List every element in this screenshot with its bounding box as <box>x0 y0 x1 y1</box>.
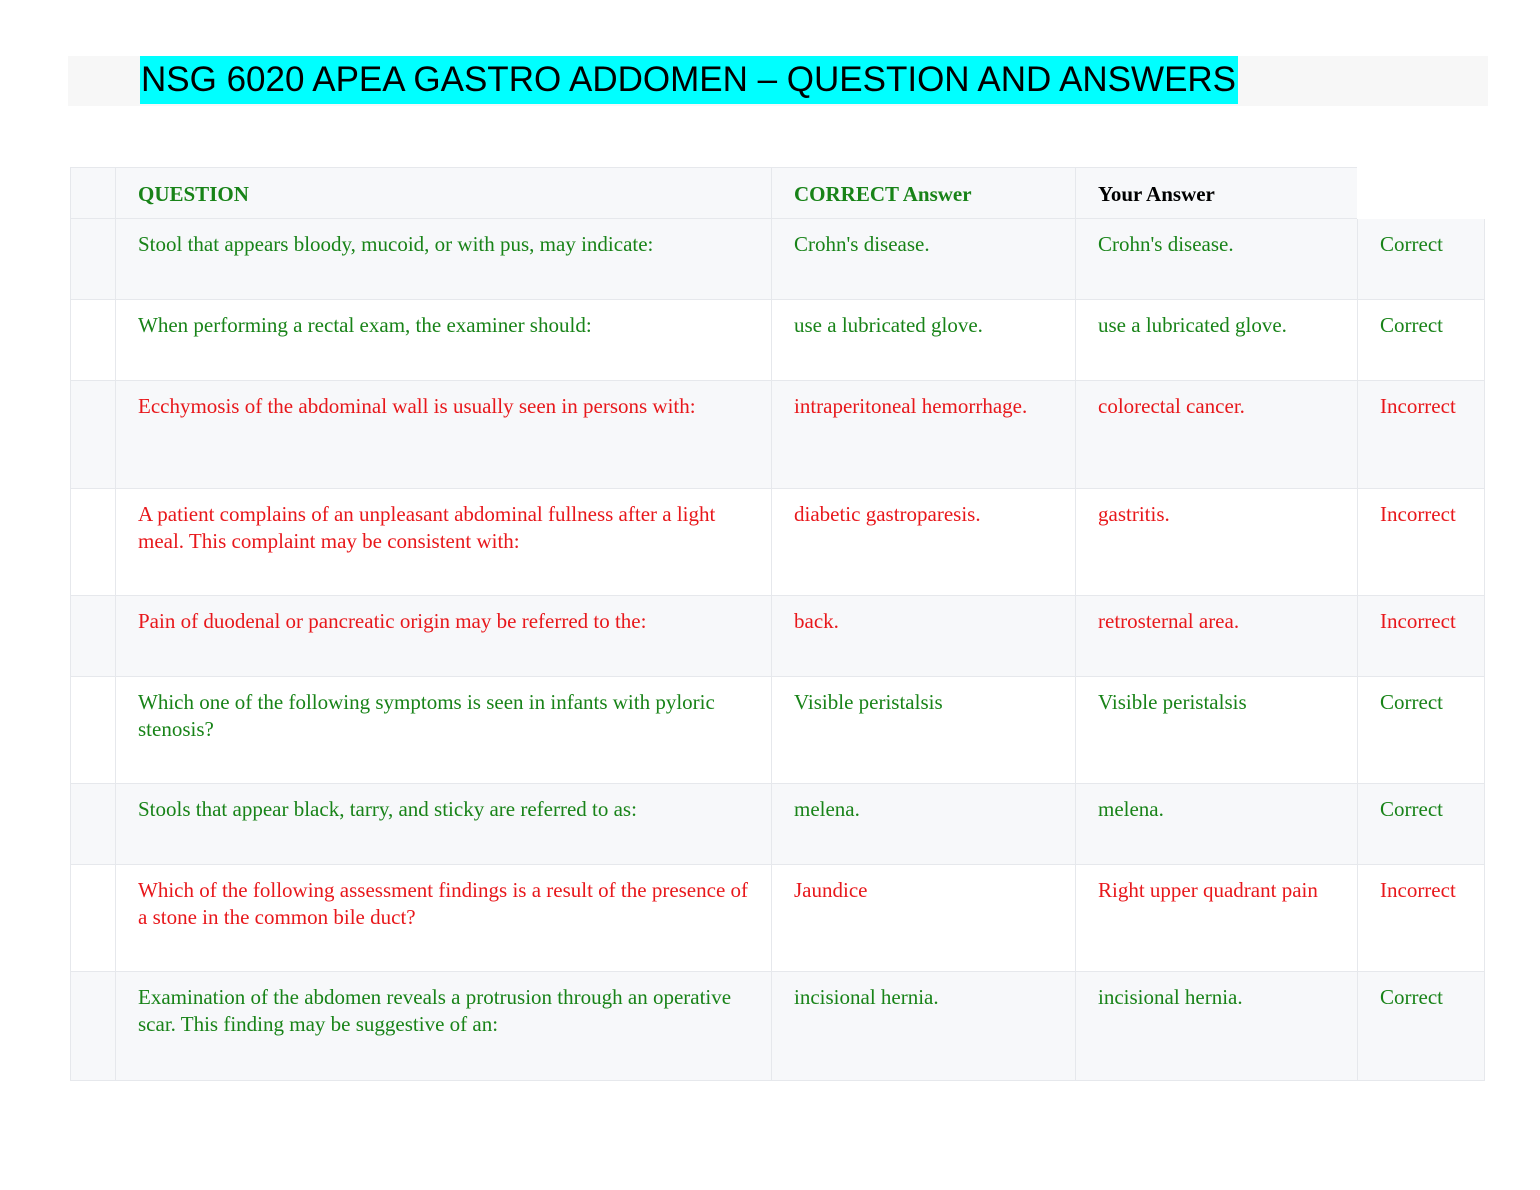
row-blank-cell <box>70 677 115 784</box>
your-answer-cell: melena. <box>1075 784 1357 865</box>
result-cell: Incorrect <box>1357 865 1485 972</box>
table-row <box>70 677 1485 784</box>
result-cell: Correct <box>1357 677 1485 784</box>
result-cell: Incorrect <box>1357 489 1485 596</box>
row-blank-cell <box>70 865 115 972</box>
your-answer-cell: retrosternal area. <box>1075 596 1357 677</box>
question-cell: Examination of the abdomen reveals a protrusion through an operative scar. This finding may be suggestive of an: <box>115 972 771 1081</box>
question-cell: A patient complains of an unpleasant abdominal fullness after a light meal. This complaint may be consistent with: <box>115 489 771 596</box>
your-answer-cell: Visible peristalsis <box>1075 677 1357 784</box>
your-answer-cell: gastritis. <box>1075 489 1357 596</box>
result-cell: Correct <box>1357 300 1485 381</box>
table-row <box>70 865 1485 972</box>
result-cell: Correct <box>1357 784 1485 865</box>
row-blank-cell <box>70 972 115 1081</box>
header-blank-cell <box>70 167 115 219</box>
page-title: NSG 6020 APEA GASTRO ADDOMEN – QUESTION AND ANSWERS <box>140 56 1238 104</box>
correct-answer-cell: Crohn's disease. <box>771 219 1075 300</box>
row-blank-cell <box>70 381 115 489</box>
table-row <box>70 219 1485 300</box>
table-row <box>70 972 1485 1081</box>
header-your-answer: Your Answer <box>1075 167 1357 219</box>
row-blank-cell <box>70 596 115 677</box>
table-row <box>70 300 1485 381</box>
row-blank-cell <box>70 489 115 596</box>
correct-answer-cell: Visible peristalsis <box>771 677 1075 784</box>
row-blank-cell <box>70 219 115 300</box>
correct-answer-cell: incisional hernia. <box>771 972 1075 1081</box>
table-row <box>70 596 1485 677</box>
question-cell: When performing a rectal exam, the examiner should: <box>115 300 771 381</box>
result-cell: Incorrect <box>1357 596 1485 677</box>
question-cell: Ecchymosis of the abdominal wall is usually seen in persons with: <box>115 381 771 489</box>
table-header-row <box>70 167 1485 219</box>
table-row <box>70 784 1485 865</box>
your-answer-cell: Crohn's disease. <box>1075 219 1357 300</box>
result-cell: Incorrect <box>1357 381 1485 489</box>
question-cell: Pain of duodenal or pancreatic origin may be referred to the: <box>115 596 771 677</box>
qa-table <box>70 167 1485 1081</box>
table-row <box>70 489 1485 596</box>
result-cell: Correct <box>1357 972 1485 1081</box>
question-cell: Which of the following assessment findings is a result of the presence of a stone in the common bile duct? <box>115 865 771 972</box>
header-question: QUESTION <box>115 167 771 219</box>
correct-answer-cell: Jaundice <box>771 865 1075 972</box>
header-empty-result <box>1357 167 1485 219</box>
your-answer-cell: use a lubricated glove. <box>1075 300 1357 381</box>
your-answer-cell: Right upper quadrant pain <box>1075 865 1357 972</box>
your-answer-cell: incisional hernia. <box>1075 972 1357 1081</box>
correct-answer-cell: back. <box>771 596 1075 677</box>
result-cell: Correct <box>1357 219 1485 300</box>
correct-answer-cell: use a lubricated glove. <box>771 300 1075 381</box>
table-row <box>70 381 1485 489</box>
question-cell: Which one of the following symptoms is seen in infants with pyloric stenosis? <box>115 677 771 784</box>
row-blank-cell <box>70 300 115 381</box>
header-correct-answer: CORRECT Answer <box>771 167 1075 219</box>
correct-answer-cell: diabetic gastroparesis. <box>771 489 1075 596</box>
row-blank-cell <box>70 784 115 865</box>
correct-answer-cell: intraperitoneal hemorrhage. <box>771 381 1075 489</box>
question-cell: Stools that appear black, tarry, and sticky are referred to as: <box>115 784 771 865</box>
question-cell: Stool that appears bloody, mucoid, or with pus, may indicate: <box>115 219 771 300</box>
correct-answer-cell: melena. <box>771 784 1075 865</box>
your-answer-cell: colorectal cancer. <box>1075 381 1357 489</box>
